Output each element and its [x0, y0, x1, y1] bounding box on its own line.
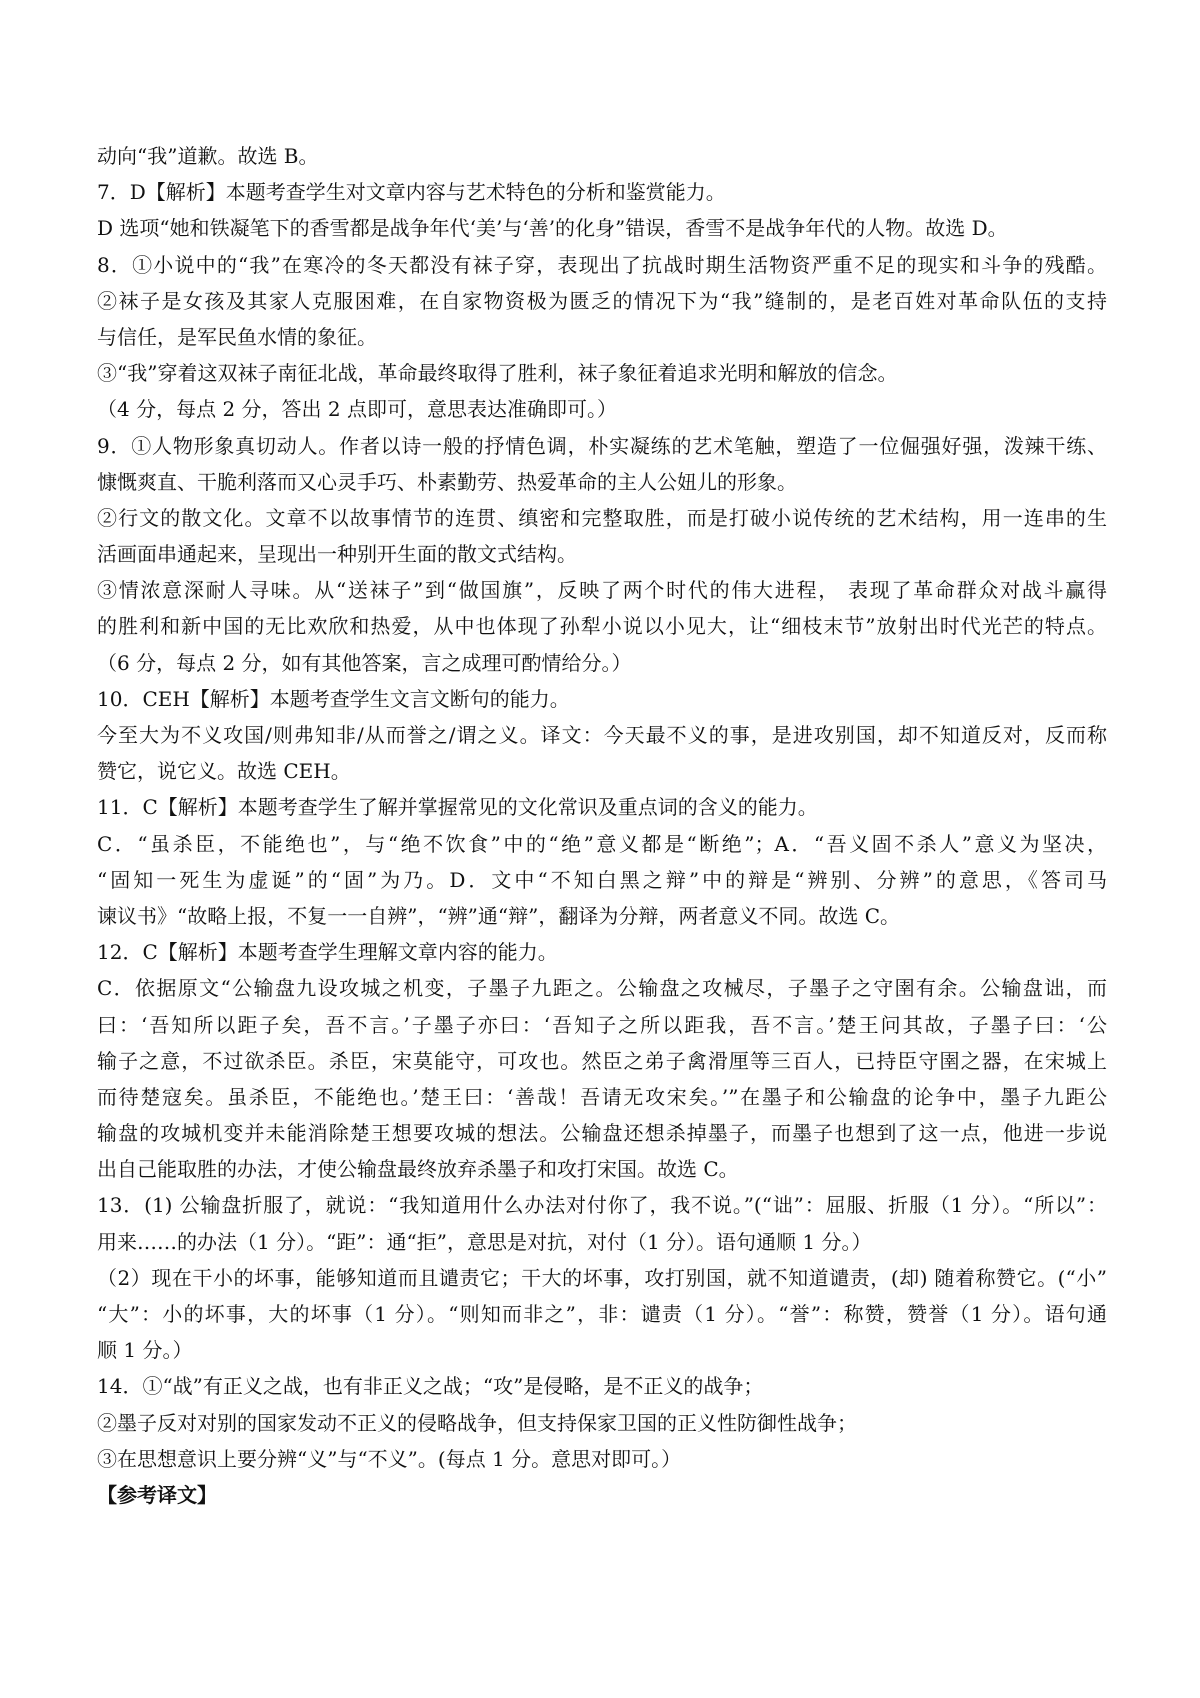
text-line: 输盘的攻城机变并未能消除楚王想要攻城的想法。公输盘还想杀掉墨子，而墨子也想到了这一点，他进一步说 — [97, 1121, 1107, 1146]
text-line: （6 分，每点 2 分，如有其他答案，言之成理可酌情给分。） — [97, 650, 632, 675]
text-line: 8．①小说中的“我”在寒冷的冬天都没有袜子穿，表现出了抗战时期生活物资严重不足的现实和斗争的残酷。 — [97, 252, 1107, 277]
text-line: 7．D【解析】本题考查学生对文章内容与艺术特色的分析和鉴赏能力。 — [97, 180, 726, 205]
text-line: 13．(1) 公输盘折服了，就说：“我知道用什么办法对付你了，我不说。”(“诎”：屈服、折服（1 分）。“所以”： — [97, 1193, 1107, 1218]
text-line: 谏议书》“故略上报，不复一一自辨”，“辨”通“辩”，翻译为分辩，两者意义不同。故选 C。 — [97, 903, 901, 928]
text-line: 与信任，是军民鱼水情的象征。 — [97, 324, 377, 349]
text-line: 慷慨爽直、干脆利落而又心灵手巧、朴素勤劳、热爱革命的主人公妞儿的形象。 — [97, 469, 797, 494]
text-line: “大”：小的坏事，大的坏事（1 分）。“则知而非之”，非：谴责（1 分）。“誉”：称赞，赞誉（1 分）。语句通 — [97, 1302, 1107, 1326]
text-line: 10．CEH【解析】本题考查学生文言文断句的能力。 — [97, 686, 570, 711]
text-line: ②墨子反对对别的国家发动不正义的侵略战争，但支持保家卫国的正义性防御性战争； — [97, 1410, 857, 1435]
text-line: 11．C【解析】本题考查学生了解并掌握常见的文化常识及重点词的含义的能力。 — [97, 795, 818, 820]
text-line: 曰：‘吾知所以距子矣，吾不言。’子墨子亦曰：‘吾知子之所以距我，吾不言。’楚王问其故，子墨子曰：‘公 — [97, 1012, 1107, 1037]
text-line: 今至大为不义攻国/则弗知非/从而誉之/谓之义。译文：今天最不义的事，是进攻别国，却不知道反对，反而称 — [97, 723, 1107, 747]
text-line: 出自己能取胜的办法，才使公输盘最终放弃杀墨子和攻打宋国。故选 C。 — [97, 1157, 739, 1182]
document-body — [97, 138, 1107, 1513]
text-line: （2）现在干小的坏事，能够知道而且谴责它；干大的坏事，攻打别国，就不知道谴责，(却) 随着称赞它。(“小” — [97, 1265, 1107, 1290]
text-line: 而待楚寇矣。虽杀臣，不能绝也。’楚王曰：‘善哉！吾请无攻宋矣。’”在墨子和公输盘的论争中，墨子九距公 — [97, 1084, 1107, 1109]
text-line: ②袜子是女孩及其家人克服困难，在自家物资极为匮乏的情况下为“我”缝制的，是老百姓对革命队伍的支持 — [97, 288, 1107, 313]
section-heading: 【参考译文】 — [97, 1482, 217, 1507]
text-line: D 选项“她和铁凝笔下的香雪都是战争年代‘美’与‘善’的化身”错误，香雪不是战争年代的人物。故选 D。 — [97, 216, 1008, 241]
text-line: 9．①人物形象真切动人。作者以诗一般的抒情色调，朴实凝练的艺术笔触，塑造了一位倔强好强，泼辣干练、 — [97, 433, 1107, 458]
text-line: ②行文的散文化。文章不以故事情节的连贯、缜密和完整取胜，而是打破小说传统的艺术结构，用一连串的生 — [97, 505, 1107, 530]
text-line: ③“我”穿着这双袜子南征北战，革命最终取得了胜利，袜子象征着追求光明和解放的信念。 — [97, 361, 898, 386]
text-line: “固知一死生为虚诞”的“固”为乃。D．文中“不知白黑之辩”中的辩是“辨别、分辨”的意思，《答司马 — [97, 867, 1107, 892]
text-line: 的胜利和新中国的无比欢欣和热爱，从中也体现了孙犁小说以小见大，让“细枝末节”放射出时代光芒的特点。 — [97, 614, 1107, 639]
text-line: ③情浓意深耐人寻味。从“送袜子”到“做国旗”，反映了两个时代的伟大进程， 表现了革命群众对战斗赢得 — [97, 578, 1107, 603]
text-line: 动向“我”道歉。故选 B。 — [97, 144, 319, 168]
text-line: 14．①“战”有正义之战，也有非正义之战；“攻”是侵略，是不正义的战争； — [97, 1374, 764, 1399]
text-line: 顺 1 分。） — [97, 1338, 193, 1363]
text-line: C．“虽杀臣，不能绝也”，与“绝不饮食”中的“绝”意义都是“断绝”；A．“吾义固不杀人”意义为坚决， — [97, 831, 1107, 856]
text-line: 12．C【解析】本题考查学生理解文章内容的能力。 — [97, 940, 558, 965]
text-line: ③在思想意识上要分辨“义”与“不义”。(每点 1 分。意思对即可。） — [97, 1446, 682, 1471]
text-line: （4 分，每点 2 分，答出 2 点即可，意思表达准确即可。） — [97, 397, 617, 422]
text-line: 用来……的办法（1 分）。“距”：通“拒”，意思是对抗，对付（1 分）。语句通顺 1 分。） — [97, 1229, 872, 1254]
text-line: C．依据原文“公输盘九设攻城之机变，子墨子九距之。公输盘之攻械尽，子墨子之守圉有余。公输盘诎，而 — [97, 976, 1107, 1001]
text-line: 赞它，说它义。故选 CEH。 — [97, 759, 351, 784]
text-line: 输子之意，不过欲杀臣。杀臣，宋莫能守，可攻也。然臣之弟子禽滑厘等三百人，已持臣守圉之器，在宋城上 — [97, 1048, 1107, 1073]
text-line: 活画面串通起来，呈现出一种别开生面的散文式结构。 — [97, 542, 577, 567]
